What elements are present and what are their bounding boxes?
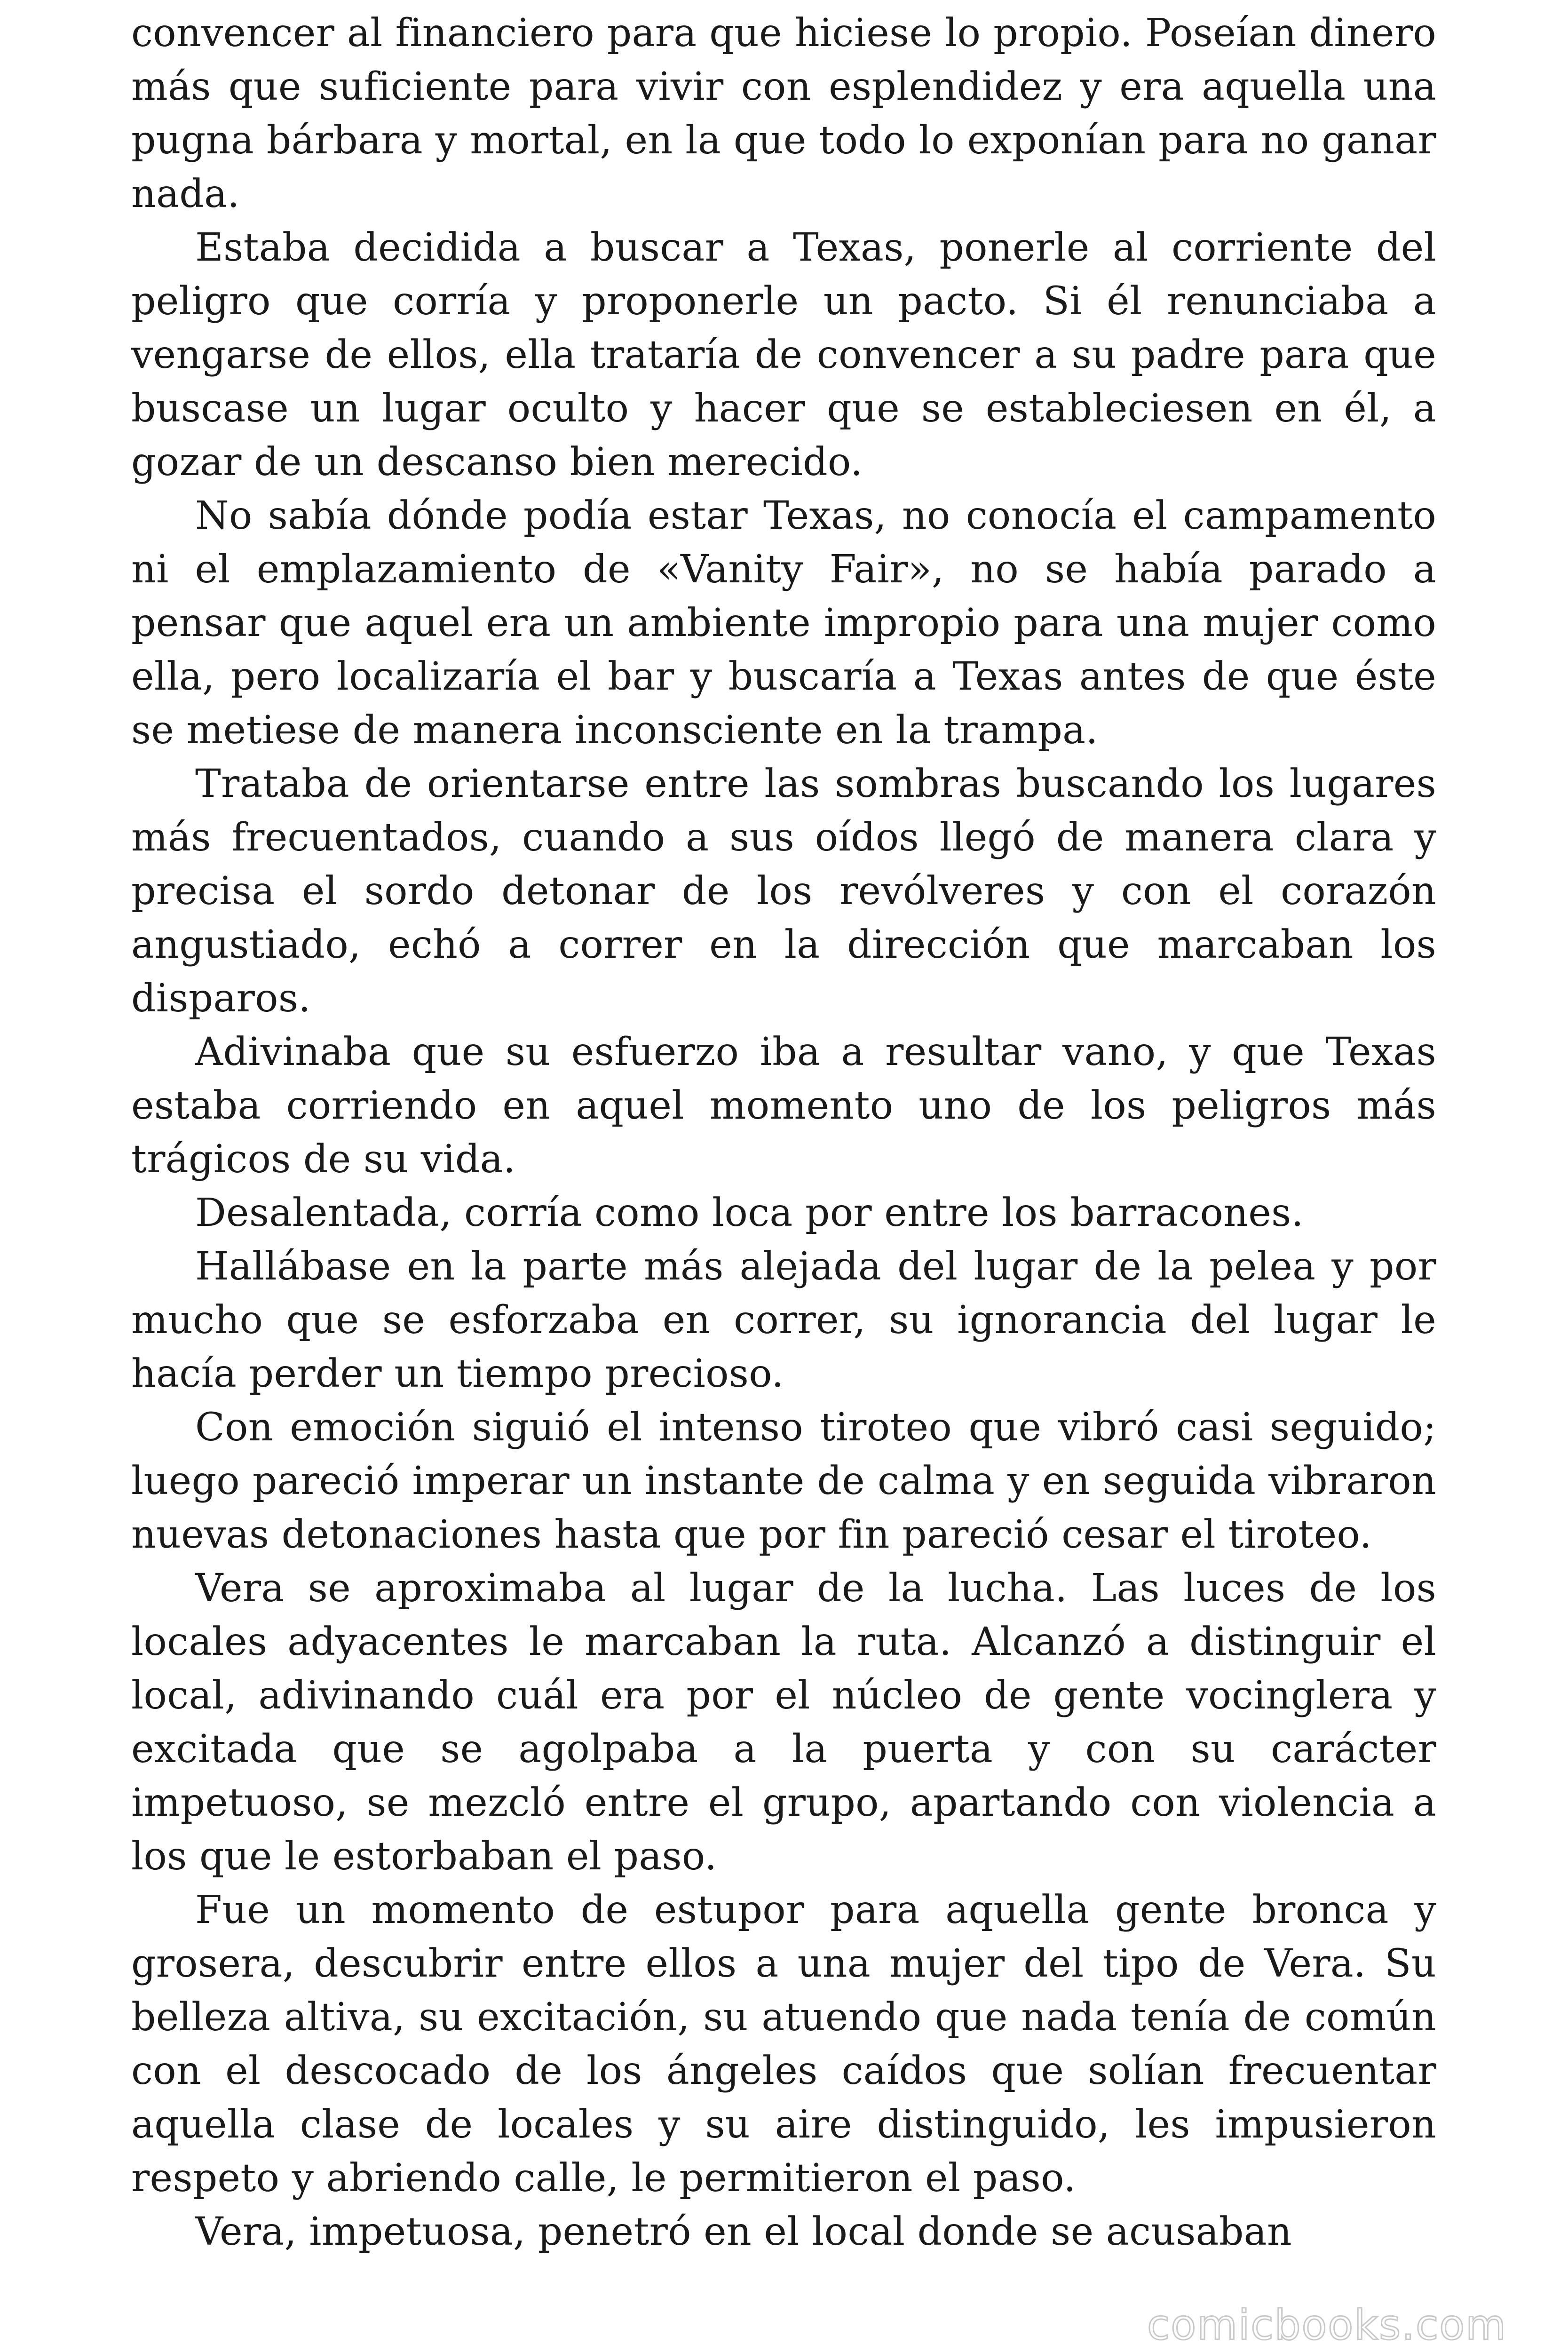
paragraph: Con emoción siguió el intenso tiroteo que vibró casi seguido; luego pareció imperar un instante de calma y en seguida vibraron nuevas detonaciones hasta que por fin pareció cesar el tiroteo. <box>131 1405 1436 1557</box>
paragraph: Trataba de orientarse entre las sombras buscando los lugares más frecuentados, cuando a sus oídos llegó de manera clara y precisa el sordo detonar de los revólveres y con el corazón angustiado, echó a correr en la dirección que marcaban los disparos. <box>131 762 1436 1021</box>
paragraph: Vera, impetuosa, penetró en el local donde se acusaban <box>195 2209 1292 2254</box>
paragraph: Adivinaba que su esfuerzo iba a resultar vano, y que Texas estaba corriendo en aquel momento uno de los peligros más trágicos de su vida. <box>131 1030 1436 1182</box>
paragraph: convencer al financiero para que hiciese lo propio. Poseían dinero más que suficiente para vivir con esplendidez y era aquella una pugna bárbara y mortal, en la que todo lo exponían para no ganar nada. <box>131 11 1436 216</box>
paragraph: Hallábase en la parte más alejada del lugar de la pelea y por mucho que se esforzaba en correr, su ignorancia del lugar le hacía perder un tiempo precioso. <box>131 1244 1436 1396</box>
paragraph: Desalentada, corría como loca por entre los barracones. <box>195 1191 1304 1235</box>
watermark: comicbooks.com <box>1147 2301 1507 2349</box>
paragraph: Vera se aproximaba al lugar de la lucha. Las luces de los locales adyacentes le marcaban la ruta. Alcanzó a distinguir el local, adivinando cuál era por el núcleo de gente vocinglera y excitada que se agolpaba a la puerta y con su carácter impetuoso, se mezcló entre el grupo, apartando con violencia a los que le estorbaban el paso. <box>131 1566 1436 1879</box>
paragraph: Estaba decidida a buscar a Texas, ponerle al corriente del peligro que corría y proponerle un pacto. Si él renunciaba a vengarse de ellos, ella trataría de convencer a su padre para que buscase un lugar oculto y hacer que se estableciesen en él, a gozar de un descanso bien merecido. <box>131 225 1436 485</box>
page-body <box>131 7 1436 2259</box>
paragraph: Fue un momento de estupor para aquella gente bronca y grosera, descubrir entre ellos a una mujer del tipo de Vera. Su belleza altiva, su excitación, su atuendo que nada tenía de común con el descocado de los ángeles caídos que solían frecuentar aquella clase de locales y su aire distinguido, les impusieron respeto y abriendo calle, le permitieron el paso. <box>131 1888 1436 2201</box>
paragraph: No sabía dónde podía estar Texas, no conocía el campamento ni el emplazamiento de «Vanity Fair», no se había parado a pensar que aquel era un ambiente impropio para una mujer como ella, pero localizaría el bar y buscaría a Texas antes de que éste se metiese de manera inconsciente en la trampa. <box>131 493 1436 753</box>
